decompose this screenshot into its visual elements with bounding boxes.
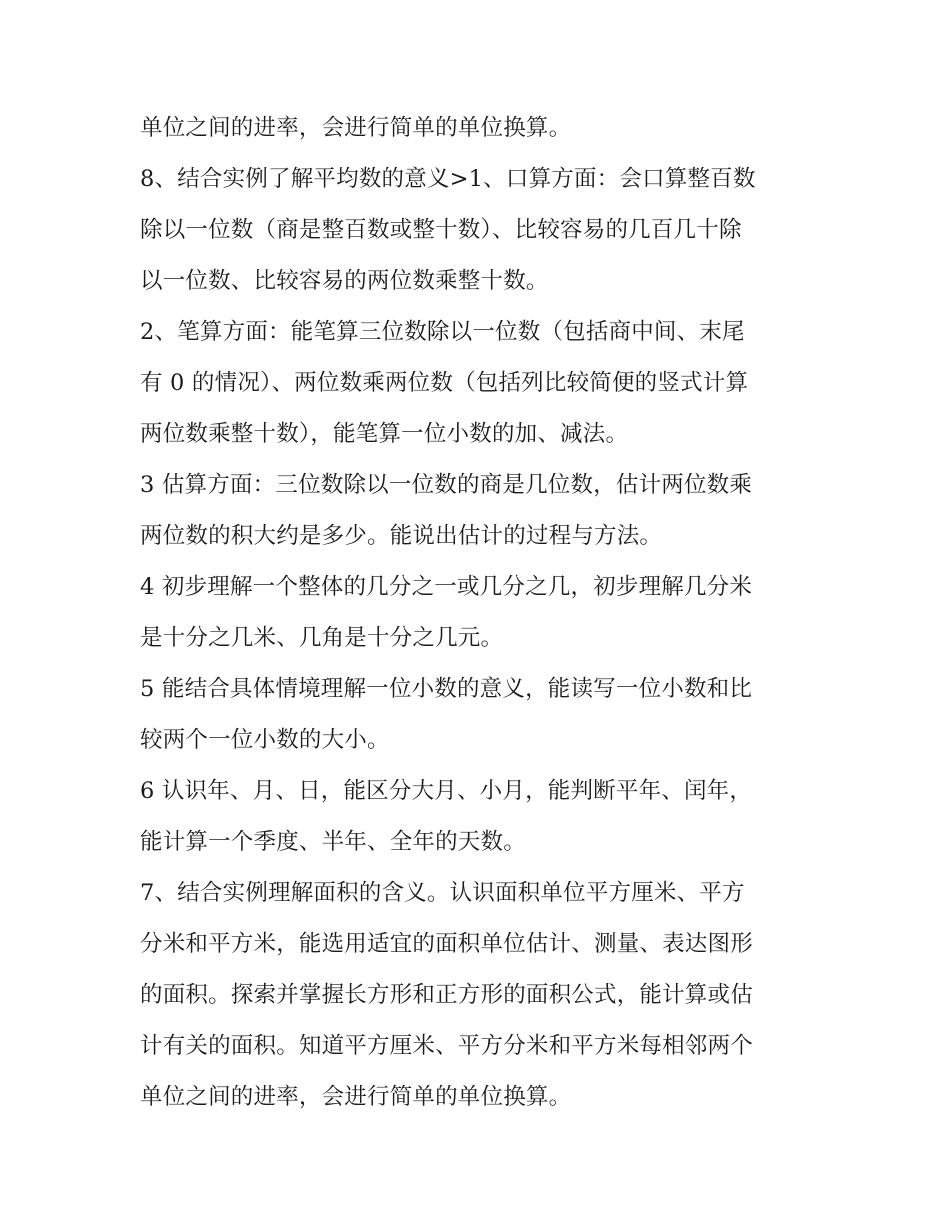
text-line: 3 估算方面：三位数除以一位数的商是几位数，估计两位数乘 — [140, 472, 753, 498]
text-line: 单位之间的进率，会进行简单的单位换算。 — [140, 115, 572, 141]
text-line: 单位之间的进率，会进行简单的单位换算。 — [140, 1084, 572, 1110]
text-line: 分米和平方米，能选用适宜的面积单位估计、测量、表达图形 — [140, 931, 753, 957]
text-line: 较两个一位小数的大小。 — [140, 727, 390, 753]
text-line: 以一位数、比较容易的两位数乘整十数。 — [140, 268, 549, 294]
text-line: 计有关的面积。知道平方厘米、平方分米和平方米每相邻两个 — [140, 1033, 753, 1059]
document-body — [140, 103, 820, 1123]
text-line: 2、笔算方面：能笔算三位数除以一位数（包括商中间、末尾 — [140, 319, 745, 345]
text-line: 两位数乘整十数），能笔算一位小数的加、减法。 — [140, 421, 629, 447]
text-line: 的面积。探索并掌握长方形和正方形的面积公式，能计算或估 — [140, 982, 753, 1008]
text-line: 两位数的积大约是多少。能说出估计的过程与方法。 — [140, 523, 663, 549]
text-line: 7、结合实例理解面积的含义。认识面积单位平方厘米、平方 — [140, 880, 745, 906]
text-line: 有 0 的情况）、两位数乘两位数（包括列比较简便的竖式计算 — [140, 370, 749, 396]
text-line: 5 能结合具体情境理解一位小数的意义，能读写一位小数和比 — [140, 676, 753, 702]
text-line: 4 初步理解一个整体的几分之一或几分之几，初步理解几分米 — [140, 574, 753, 600]
text-line: 8、结合实例了解平均数的意义>1、口算方面：会口算整百数 — [140, 166, 756, 192]
text-line: 除以一位数（商是整百数或整十数）、比较容易的几百几十除 — [140, 217, 742, 243]
text-line: 是十分之几米、几角是十分之几元。 — [140, 625, 504, 651]
text-line: 能计算一个季度、半年、全年的天数。 — [140, 829, 526, 855]
text-line: 6 认识年、月、日，能区分大月、小月，能判断平年、闰年， — [140, 778, 753, 804]
